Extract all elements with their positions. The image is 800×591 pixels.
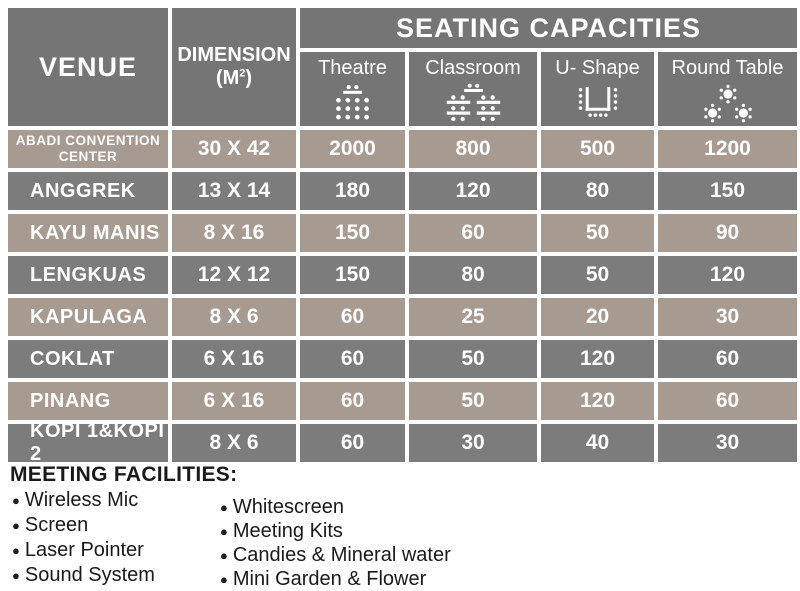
- capacity-table: [8, 8, 797, 465]
- bullet-icon: ●: [12, 543, 20, 558]
- facility-item: [220, 519, 451, 543]
- facility-label: Screen: [24, 514, 89, 536]
- u-shape-cell: 50: [541, 214, 654, 252]
- dimension-label: DIMENSION: [177, 44, 291, 66]
- facility-label: Sound System: [24, 564, 155, 586]
- dimension-cell: 6 X 16: [172, 382, 296, 420]
- u-shape-icon: [570, 82, 626, 122]
- theatre-cell: 60: [300, 424, 405, 462]
- theatre-icon: [323, 82, 383, 124]
- facility-label: Wireless Mic: [24, 489, 139, 511]
- dimension-cell: 30 X 42: [172, 130, 296, 168]
- theatre-cell: 150: [300, 256, 405, 294]
- venue-cell: LENGKUAS: [8, 256, 168, 294]
- facility-item: [220, 543, 451, 567]
- dimension-cell: 13 X 14: [172, 172, 296, 210]
- classroom-cell: 50: [409, 382, 537, 420]
- dimension-unit: $(M^2)$: [215, 67, 253, 89]
- round-table-cell: 120: [658, 256, 797, 294]
- classroom-cell: 60: [409, 214, 537, 252]
- venue-cell: ANGGREK: [8, 172, 168, 210]
- facilities-right-list: [220, 495, 451, 591]
- classroom-icon: [443, 82, 503, 126]
- facilities-left-list: [12, 488, 155, 588]
- theatre-cell: 60: [300, 298, 405, 336]
- facility-label: Laser Pointer: [24, 539, 144, 561]
- facility-item: [12, 563, 155, 588]
- u-shape-cell: 50: [541, 256, 654, 294]
- bullet-icon: ●: [12, 518, 20, 533]
- theatre-cell: 2000: [300, 130, 405, 168]
- venue-cell: ABADI CONVENTION CENTER: [8, 130, 168, 168]
- round-table-label: Round Table: [671, 57, 784, 79]
- facility-label: Candies & Mineral water: [232, 543, 451, 566]
- facility-label: Whitescreen: [232, 495, 345, 518]
- theatre-label: Theatre: [318, 57, 387, 79]
- classroom-cell: 80: [409, 256, 537, 294]
- column-header-u-shape: [541, 52, 654, 126]
- column-header-theatre: [300, 52, 405, 126]
- bullet-icon: ●: [220, 547, 228, 563]
- classroom-cell: 25: [409, 298, 537, 336]
- facility-item: [220, 567, 451, 591]
- bullet-icon: ●: [12, 493, 20, 508]
- round-table-cell: 30: [658, 298, 797, 336]
- facility-item: [12, 488, 155, 513]
- theatre-cell: 60: [300, 340, 405, 378]
- facility-item: [12, 538, 155, 563]
- round-table-cell: 30: [658, 424, 797, 462]
- venue-cell: KAPULAGA: [8, 298, 168, 336]
- facility-item: [220, 495, 451, 519]
- bullet-icon: ●: [220, 499, 228, 515]
- seating-capacities-header: SEATING CAPACITIES: [300, 8, 797, 48]
- round-table-cell: 150: [658, 172, 797, 210]
- u-shape-cell: 20: [541, 298, 654, 336]
- round-table-icon: [699, 82, 757, 126]
- round-table-cell: 60: [658, 382, 797, 420]
- bullet-icon: ●: [220, 523, 228, 539]
- u-shape-cell: 40: [541, 424, 654, 462]
- bullet-icon: ●: [220, 571, 228, 587]
- theatre-cell: 60: [300, 382, 405, 420]
- classroom-label: Classroom: [425, 57, 521, 79]
- dimension-cell: 6 X 16: [172, 340, 296, 378]
- round-table-cell: 1200: [658, 130, 797, 168]
- bullet-icon: ●: [12, 568, 20, 583]
- classroom-cell: 30: [409, 424, 537, 462]
- dimension-cell: 8 X 6: [172, 298, 296, 336]
- facility-item: [12, 513, 155, 538]
- u-shape-cell: 80: [541, 172, 654, 210]
- venue-header: VENUE: [8, 8, 168, 126]
- dimension-header: [172, 8, 296, 126]
- round-table-cell: 90: [658, 214, 797, 252]
- classroom-cell: 120: [409, 172, 537, 210]
- classroom-cell: 800: [409, 130, 537, 168]
- theatre-cell: 180: [300, 172, 405, 210]
- venue-cell: KAYU MANIS: [8, 214, 168, 252]
- theatre-cell: 150: [300, 214, 405, 252]
- facility-label: Meeting Kits: [232, 519, 343, 542]
- facilities-title: MEETING FACILITIES:: [10, 463, 238, 486]
- venue-cell: PINANG: [8, 382, 168, 420]
- column-header-round-table: [658, 52, 797, 126]
- round-table-cell: 60: [658, 340, 797, 378]
- classroom-cell: 50: [409, 340, 537, 378]
- column-header-classroom: [409, 52, 537, 126]
- dimension-cell: 12 X 12: [172, 256, 296, 294]
- venue-cell: COKLAT: [8, 340, 168, 378]
- u-shape-cell: 500: [541, 130, 654, 168]
- u-shape-cell: 120: [541, 340, 654, 378]
- u-shape-label: U- Shape: [555, 57, 640, 79]
- facility-label: Mini Garden & Flower: [232, 567, 427, 590]
- u-shape-cell: 120: [541, 382, 654, 420]
- dimension-cell: 8 X 6: [172, 424, 296, 462]
- venue-cell: KOPI 1&KOPI 2: [8, 424, 168, 462]
- dimension-cell: 8 X 16: [172, 214, 296, 252]
